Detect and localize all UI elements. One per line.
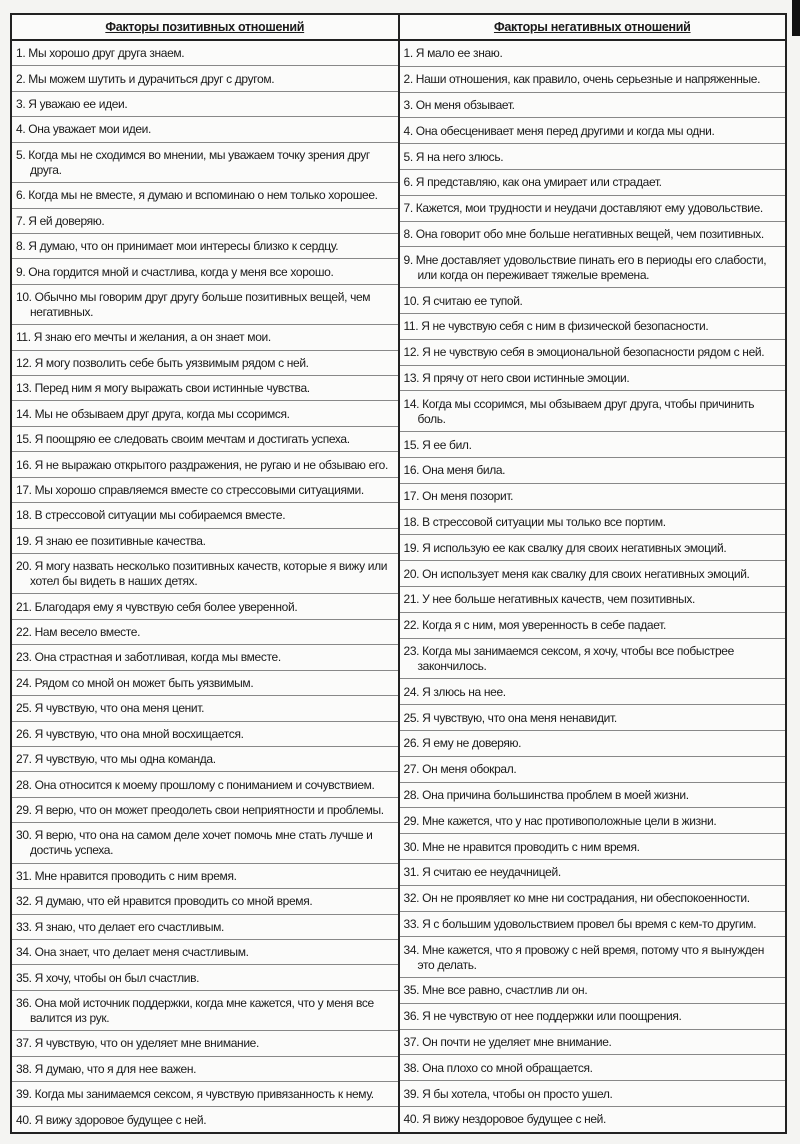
positive-factor-item [12, 620, 398, 645]
positive-factor-item [12, 965, 398, 990]
negative-factor-item [400, 432, 786, 458]
positive-factor-item [12, 529, 398, 554]
negative-factor-item [400, 731, 786, 757]
positive-factor-item-text: 9. Она гордится мной и счастлива, когда у меня все хорошо. [16, 264, 334, 279]
negative-factor-item-text: 40. Я вижу нездоровое будущее с ней. [403, 1112, 607, 1127]
positive-factor-item [12, 594, 398, 619]
negative-factor-item [400, 510, 786, 536]
negative-factor-item [400, 937, 786, 978]
negative-header: Факторы негативных отношений [493, 20, 691, 34]
negative-factor-item [400, 860, 786, 886]
negative-factor-item [400, 458, 786, 484]
negative-factor-item-text: 21. У нее больше негативных качеств, чем позитивных. [403, 592, 696, 607]
positive-factor-item [12, 889, 398, 914]
negative-factor-item [400, 247, 786, 288]
negative-factor-item-text: 34. Мне кажется, что я провожу с ней время, потому что я вынужден это делать. [403, 942, 765, 972]
positive-header: Факторы позитивных отношений [12, 15, 400, 39]
negative-factor-item-text: 14. Когда мы ссоримся, мы обзываем друг друга, чтобы причинить боль. [403, 396, 755, 426]
positive-factor-item-text: 4. Она уважает мои идеи. [16, 122, 152, 137]
positive-factor-item-text: 40. Я вижу здоровое будущее с ней. [16, 1112, 207, 1127]
negative-factor-item-text: 38. Она плохо со мной обращается. [403, 1060, 593, 1075]
negative-factor-item-text: 25. Я чувствую, что она меня ненавидит. [403, 710, 617, 725]
positive-factor-item-text: 15. Я поощряю ее следовать своим мечтам и достигать успеха. [16, 432, 350, 447]
positive-factor-item-text: 36. Она мой источник поддержки, когда мне кажется, что у меня все валится из рук. [16, 995, 374, 1025]
positive-factor-item [12, 991, 398, 1031]
negative-factor-item-text: 8. Она говорит обо мне больше негативных вещей, чем позитивных. [403, 226, 764, 241]
positive-factor-item [12, 798, 398, 823]
negative-factor-item [400, 679, 786, 705]
positive-factor-item-text: 38. Я думаю, что я для нее важен. [16, 1061, 197, 1076]
positive-factor-item [12, 92, 398, 117]
positive-factor-item [12, 41, 398, 66]
positive-factor-item [12, 285, 398, 325]
positive-factor-item-text: 21. Благодаря ему я чувствую себя более уверенной. [16, 599, 298, 614]
positive-factor-item [12, 1107, 398, 1131]
negative-factor-item [400, 484, 786, 510]
positive-factor-item [12, 671, 398, 696]
positive-factor-item [12, 351, 398, 376]
positive-factor-item-text: 6. Когда мы не вместе, я думаю и вспоминаю о нем только хорошее. [16, 188, 378, 203]
positive-factor-item-text: 29. Я верю, что он может преодолеть свои неприятности и проблемы. [16, 803, 384, 818]
negative-factor-item-text: 11. Я не чувствую себя с ним в физической безопасности. [403, 319, 709, 334]
positive-factor-item [12, 209, 398, 234]
negative-factor-item-text: 27. Он меня обокрал. [403, 762, 517, 777]
negative-factor-item-text: 26. Я ему не доверяю. [403, 736, 522, 751]
positive-factor-item-text: 37. Я чувствую, что он уделяет мне внимание. [16, 1036, 259, 1051]
negative-factor-item [400, 978, 786, 1004]
negative-factor-item [400, 757, 786, 783]
negative-factor-item [400, 144, 786, 170]
negative-factor-item-text: 20. Он использует меня как свалку для своих негативных эмоций. [403, 566, 750, 581]
negative-factor-item [400, 391, 786, 432]
negative-factor-item [400, 196, 786, 222]
positive-factor-item [12, 722, 398, 747]
negative-factor-item [400, 170, 786, 196]
negative-factor-item [400, 288, 786, 314]
negative-factor-item-text: 35. Мне все равно, счастлив ли он. [403, 983, 588, 998]
factors-table [10, 13, 787, 1134]
negative-factor-item [400, 1107, 786, 1132]
negative-factor-item-text: 17. Он меня позорит. [403, 489, 514, 504]
negative-factor-item [400, 1004, 786, 1030]
negative-factor-item-text: 37. Он почти не уделяет мне внимание. [403, 1035, 612, 1050]
positive-factor-item-text: 28. Она относится к моему прошлому с пониманием и сочувствием. [16, 777, 375, 792]
negative-factor-item-text: 39. Я бы хотела, чтобы он просто ушел. [403, 1086, 613, 1101]
positive-factor-item-text: 27. Я чувствую, что мы одна команда. [16, 752, 216, 767]
positive-factor-item-text: 30. Я верю, что она на самом деле хочет помочь мне стать лучше и достичь успеха. [16, 828, 373, 858]
positive-factor-item-text: 22. Нам весело вместе. [16, 625, 141, 640]
positive-factor-item-text: 33. Я знаю, что делает его счастливым. [16, 919, 224, 934]
positive-factor-item [12, 325, 398, 350]
negative-factor-item-text: 13. Я прячу от него свои истинные эмоции. [403, 370, 630, 385]
negative-factor-item [400, 1055, 786, 1081]
negative-factor-item-text: 2. Наши отношения, как правило, очень серьезные и напряженные. [403, 72, 761, 87]
positive-factor-item-text: 12. Я могу позволить себе быть уязвимым рядом с ней. [16, 355, 309, 370]
positive-factor-item-text: 23. Она страстная и заботливая, когда мы вместе. [16, 650, 281, 665]
positive-factor-item-text: 39. Когда мы занимаемся сексом, я чувствую привязанность к нему. [16, 1087, 374, 1102]
positive-factor-item [12, 259, 398, 284]
negative-factor-item-text: 36. Я не чувствую от нее поддержки или поощрения. [403, 1009, 682, 1024]
negative-factor-item-text: 15. Я ее бил. [403, 437, 472, 452]
positive-factor-item [12, 1031, 398, 1056]
negative-factor-item-text: 28. Она причина большинства проблем в моей жизни. [403, 787, 689, 802]
positive-factor-item-text: 8. Я думаю, что он принимает мои интересы близко к сердцу. [16, 239, 339, 254]
negative-factor-item [400, 535, 786, 561]
positive-factor-item [12, 1082, 398, 1107]
negative-factor-item-text: 16. Она меня била. [403, 463, 506, 478]
negative-factor-item-text: 6. Я представляю, как она умирает или страдает. [403, 175, 662, 190]
negative-factor-item-text: 19. Я использую ее как свалку для своих негативных эмоций. [403, 540, 727, 555]
positive-factor-item [12, 940, 398, 965]
positive-factor-item [12, 478, 398, 503]
negative-factor-item [400, 613, 786, 639]
negative-factor-item [400, 67, 786, 93]
negative-factor-item [400, 561, 786, 587]
negative-factor-item [400, 808, 786, 834]
positive-factor-item-text: 31. Мне нравится проводить с ним время. [16, 868, 237, 883]
positive-factor-item-text: 18. В стрессовой ситуации мы собираемся вместе. [16, 508, 286, 523]
negative-factor-item [400, 93, 786, 119]
positive-factor-item-text: 11. Я знаю его мечты и желания, а он знает мои. [16, 330, 271, 345]
positive-factor-item-text: 3. Я уважаю ее идеи. [16, 97, 128, 112]
positive-factor-item-text: 16. Я не выражаю открытого раздражения, не ругаю и не обзываю его. [16, 457, 388, 472]
positive-factor-item-text: 26. Я чувствую, что она мной восхищается. [16, 726, 244, 741]
positive-factor-item-text: 35. Я хочу, чтобы он был счастлив. [16, 970, 200, 985]
negative-factor-item-text: 30. Мне не нравится проводить с ним время. [403, 839, 640, 854]
positive-factor-item-text: 25. Я чувствую, что она меня ценит. [16, 701, 205, 716]
negative-factor-item [400, 1081, 786, 1107]
negative-factor-item [400, 886, 786, 912]
positive-factor-item [12, 1057, 398, 1082]
negative-factor-item [400, 783, 786, 809]
positive-factor-item-text: 13. Перед ним я могу выражать свои истинные чувства. [16, 381, 310, 396]
positive-factor-item-text: 2. Мы можем шутить и дурачиться друг с другом. [16, 71, 275, 86]
positive-factor-item [12, 772, 398, 797]
positive-factor-item-text: 17. Мы хорошо справляемся вместе со стрессовыми ситуациями. [16, 482, 364, 497]
positive-factor-item-text: 5. Когда мы не сходимся во мнении, мы уважаем точку зрения друг друга. [16, 147, 370, 177]
negative-factor-item-text: 12. Я не чувствую себя в эмоциональной безопасности рядом с ней. [403, 345, 765, 360]
positive-factor-item [12, 696, 398, 721]
positive-factor-item-text: 20. Я могу назвать несколько позитивных качеств, которые я вижу или хотел бы видеть в наших детях. [16, 559, 388, 589]
positive-factor-item [12, 117, 398, 142]
positive-factor-item [12, 376, 398, 401]
negative-factor-item [400, 222, 786, 248]
positive-factor-item-text: 24. Рядом со мной он может быть уязвимым. [16, 675, 254, 690]
negative-factor-item-text: 23. Когда мы занимаемся сексом, я хочу, чтобы все побыстрее закончилось. [403, 643, 734, 673]
negative-factor-item [400, 912, 786, 938]
negative-factor-item-text: 22. Когда я с ним, моя уверенность в себе падает. [403, 618, 666, 633]
negative-factor-item [400, 314, 786, 340]
positive-factor-item [12, 452, 398, 477]
table-header [12, 15, 785, 41]
negative-factor-item [400, 639, 786, 680]
positive-factor-item-text: 34. Она знает, что делает меня счастливым. [16, 945, 249, 960]
positive-factor-item-text: 7. Я ей доверяю. [16, 213, 105, 228]
positive-factor-item-text: 14. Мы не обзываем друг друга, когда мы ссоримся. [16, 406, 290, 421]
negative-factor-item-text: 33. Я с большим удовольствием провел бы время с кем-то другим. [403, 916, 757, 931]
negative-factor-item [400, 41, 786, 67]
negative-factor-item [400, 366, 786, 392]
negative-factor-item-text: 18. В стрессовой ситуации мы только все портим. [403, 514, 666, 529]
positive-factors-column [12, 41, 400, 1132]
negative-factor-item-text: 3. Он меня обзывает. [403, 97, 515, 112]
positive-factor-item-text: 1. Мы хорошо друг друга знаем. [16, 46, 185, 61]
positive-factor-item [12, 401, 398, 426]
negative-factor-item [400, 587, 786, 613]
negative-factor-item-text: 32. Он не проявляет ко мне ни сострадания, ни обеспокоенности. [403, 891, 750, 906]
negative-factor-item [400, 705, 786, 731]
positive-factor-item [12, 915, 398, 940]
positive-factor-item-text: 32. Я думаю, что ей нравится проводить со мной время. [16, 894, 313, 909]
negative-factor-item [400, 118, 786, 144]
negative-factor-item-text: 7. Кажется, мои трудности и неудачи доставляют ему удовольствие. [403, 201, 763, 216]
negative-factor-item-text: 4. Она обесценивает меня перед другими и когда мы одни. [403, 123, 715, 138]
negative-factor-item-text: 31. Я считаю ее неудачницей. [403, 865, 561, 880]
positive-factor-item [12, 143, 398, 183]
positive-factor-item [12, 747, 398, 772]
negative-factor-item-text: 1. Я мало ее знаю. [403, 46, 503, 61]
positive-factor-item [12, 554, 398, 594]
negative-factor-item [400, 340, 786, 366]
positive-factor-item [12, 864, 398, 889]
positive-factor-item [12, 183, 398, 208]
negative-factor-item [400, 834, 786, 860]
negative-factor-item-text: 10. Я считаю ее тупой. [403, 293, 523, 308]
positive-factor-item [12, 823, 398, 863]
positive-factor-item [12, 66, 398, 91]
positive-factor-item-text: 19. Я знаю ее позитивные качества. [16, 533, 206, 548]
negative-factor-item-text: 9. Мне доставляет удовольствие пинать его в периоды его слабости, или когда он переживает тяжелые времена. [403, 252, 767, 282]
negative-factors-column [400, 41, 786, 1132]
positive-factor-item [12, 503, 398, 528]
negative-factor-item-text: 5. Я на него злюсь. [403, 149, 504, 164]
page-edge-bar [792, 0, 800, 36]
positive-factor-item [12, 234, 398, 259]
negative-factor-item [400, 1030, 786, 1056]
negative-factor-item-text: 29. Мне кажется, что у нас противоположные цели в жизни. [403, 813, 717, 828]
positive-factor-item-text: 10. Обычно мы говорим друг другу больше позитивных вещей, чем негативных. [16, 290, 371, 319]
positive-factor-item [12, 645, 398, 670]
positive-factor-item [12, 427, 398, 452]
negative-factor-item-text: 24. Я злюсь на нее. [403, 684, 506, 699]
